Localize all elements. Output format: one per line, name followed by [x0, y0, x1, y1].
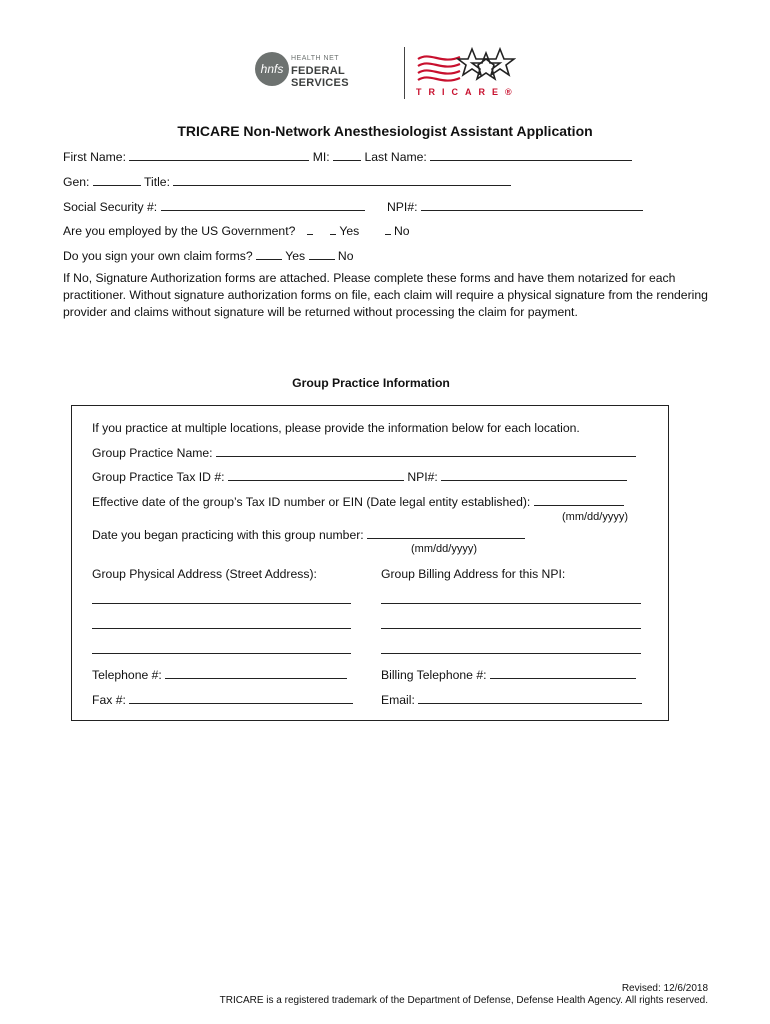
email-row: [381, 691, 642, 707]
tricare-logo: [416, 45, 519, 101]
revised-date: Revised: 12/6/2018: [621, 983, 708, 994]
mi-field[interactable]: [333, 148, 361, 161]
first-name-field[interactable]: [129, 148, 309, 161]
employed-yes-field[interactable]: [307, 222, 313, 235]
gen-label: Gen:: [63, 175, 90, 189]
fax-label: Fax #:: [92, 693, 126, 707]
logo-divider: [404, 47, 405, 99]
employed-question: Are you employed by the US Government?: [63, 224, 296, 238]
physical-address-label: Group Physical Address (Street Address):: [92, 567, 317, 581]
billing-address-label: Group Billing Address for this NPI:: [381, 567, 566, 581]
npi-row: [387, 198, 643, 214]
billing-telephone-field[interactable]: [490, 666, 636, 679]
began-date-row: [92, 526, 525, 542]
ssn-field[interactable]: [161, 198, 365, 211]
group-name-label: Group Practice Name:: [92, 446, 213, 460]
sign-row: [63, 247, 353, 263]
sign-yes-field[interactable]: [256, 247, 282, 260]
effective-date-row: [92, 493, 624, 509]
telephone-row: [92, 666, 347, 682]
group-tax-field[interactable]: [228, 468, 404, 481]
hnfs-main-text: FEDERAL SERVICES: [291, 65, 349, 89]
group-tax-row: [92, 468, 627, 484]
group-npi-field[interactable]: [441, 468, 627, 481]
npi-field[interactable]: [421, 198, 643, 211]
began-date-format: (mm/dd/yyyy): [411, 543, 477, 555]
physical-address-line-2[interactable]: [92, 616, 351, 629]
effective-date-field[interactable]: [534, 493, 624, 506]
began-date-field[interactable]: [367, 526, 525, 539]
telephone-label: Telephone #:: [92, 668, 162, 682]
effective-date-label: Effective date of the group’s Tax ID number or EIN (Date legal entity established):: [92, 495, 531, 509]
effective-date-format: (mm/dd/yyyy): [562, 511, 628, 523]
sign-no-field[interactable]: [309, 247, 335, 260]
employed-no-label: No: [394, 224, 410, 238]
physical-address-line-1[interactable]: [92, 591, 351, 604]
employed-no-field[interactable]: [385, 222, 391, 235]
group-name-field[interactable]: [216, 444, 636, 457]
first-name-row: [63, 148, 632, 164]
ssn-label: Social Security #:: [63, 200, 158, 214]
sign-yes-label: Yes: [285, 249, 306, 263]
billing-telephone-label: Billing Telephone #:: [381, 668, 487, 682]
billing-address-line-1[interactable]: [381, 591, 641, 604]
tricare-flag-icon: [416, 45, 516, 87]
email-label: Email:: [381, 693, 415, 707]
sign-question: Do you sign your own claim forms?: [63, 249, 253, 263]
billing-telephone-row: [381, 666, 636, 682]
group-intro: If you practice at multiple locations, please provide the information below for each location.: [92, 421, 580, 435]
first-name-label: First Name:: [63, 150, 126, 164]
group-name-row: [92, 444, 636, 460]
last-name-label: Last Name:: [364, 150, 427, 164]
title-field[interactable]: [173, 173, 511, 186]
email-field[interactable]: [418, 691, 642, 704]
employed-row: [63, 222, 410, 238]
physical-address-line-3[interactable]: [92, 641, 351, 654]
group-heading: Group Practice Information: [292, 376, 450, 390]
trademark-notice: TRICARE is a registered trademark of the Department of Defense, Defense Health Agency. All rights reserved.: [219, 995, 708, 1006]
began-date-label: Date you began practicing with this group number:: [92, 528, 364, 542]
last-name-field[interactable]: [430, 148, 632, 161]
mi-label: MI:: [312, 150, 330, 164]
hnfs-mark: hnfs: [255, 52, 289, 86]
gen-field[interactable]: [93, 173, 141, 186]
hnfs-top-text: HEALTH NET: [291, 55, 340, 62]
group-npi-label: NPI#:: [407, 470, 438, 484]
title-label: Title:: [144, 175, 170, 189]
page-title: TRICARE Non-Network Anesthesiologist Assistant Application: [177, 123, 593, 139]
signature-authorization-paragraph: If No, Signature Authorization forms are attached. Please complete these forms and have them notarized for each practitioner. Without signature authorization forms on file, each claim will require a physical signature from the rendering provider and claims without signature will be returned without processing the claim for payment.: [63, 271, 708, 319]
employed-yes-field-2[interactable]: [330, 222, 336, 235]
npi-label: NPI#:: [387, 200, 418, 214]
billing-address-line-3[interactable]: [381, 641, 641, 654]
group-tax-label: Group Practice Tax ID #:: [92, 470, 225, 484]
telephone-field[interactable]: [165, 666, 347, 679]
tricare-wordmark: TRICARE®: [416, 87, 519, 97]
employed-yes-label: Yes: [339, 224, 360, 238]
ssn-row: [63, 198, 365, 214]
sign-no-label: No: [337, 249, 354, 263]
billing-address-line-2[interactable]: [381, 616, 641, 629]
fax-field[interactable]: [129, 691, 353, 704]
hnfs-logo: [255, 48, 395, 92]
fax-row: [92, 691, 353, 707]
gen-title-row: [63, 173, 511, 189]
